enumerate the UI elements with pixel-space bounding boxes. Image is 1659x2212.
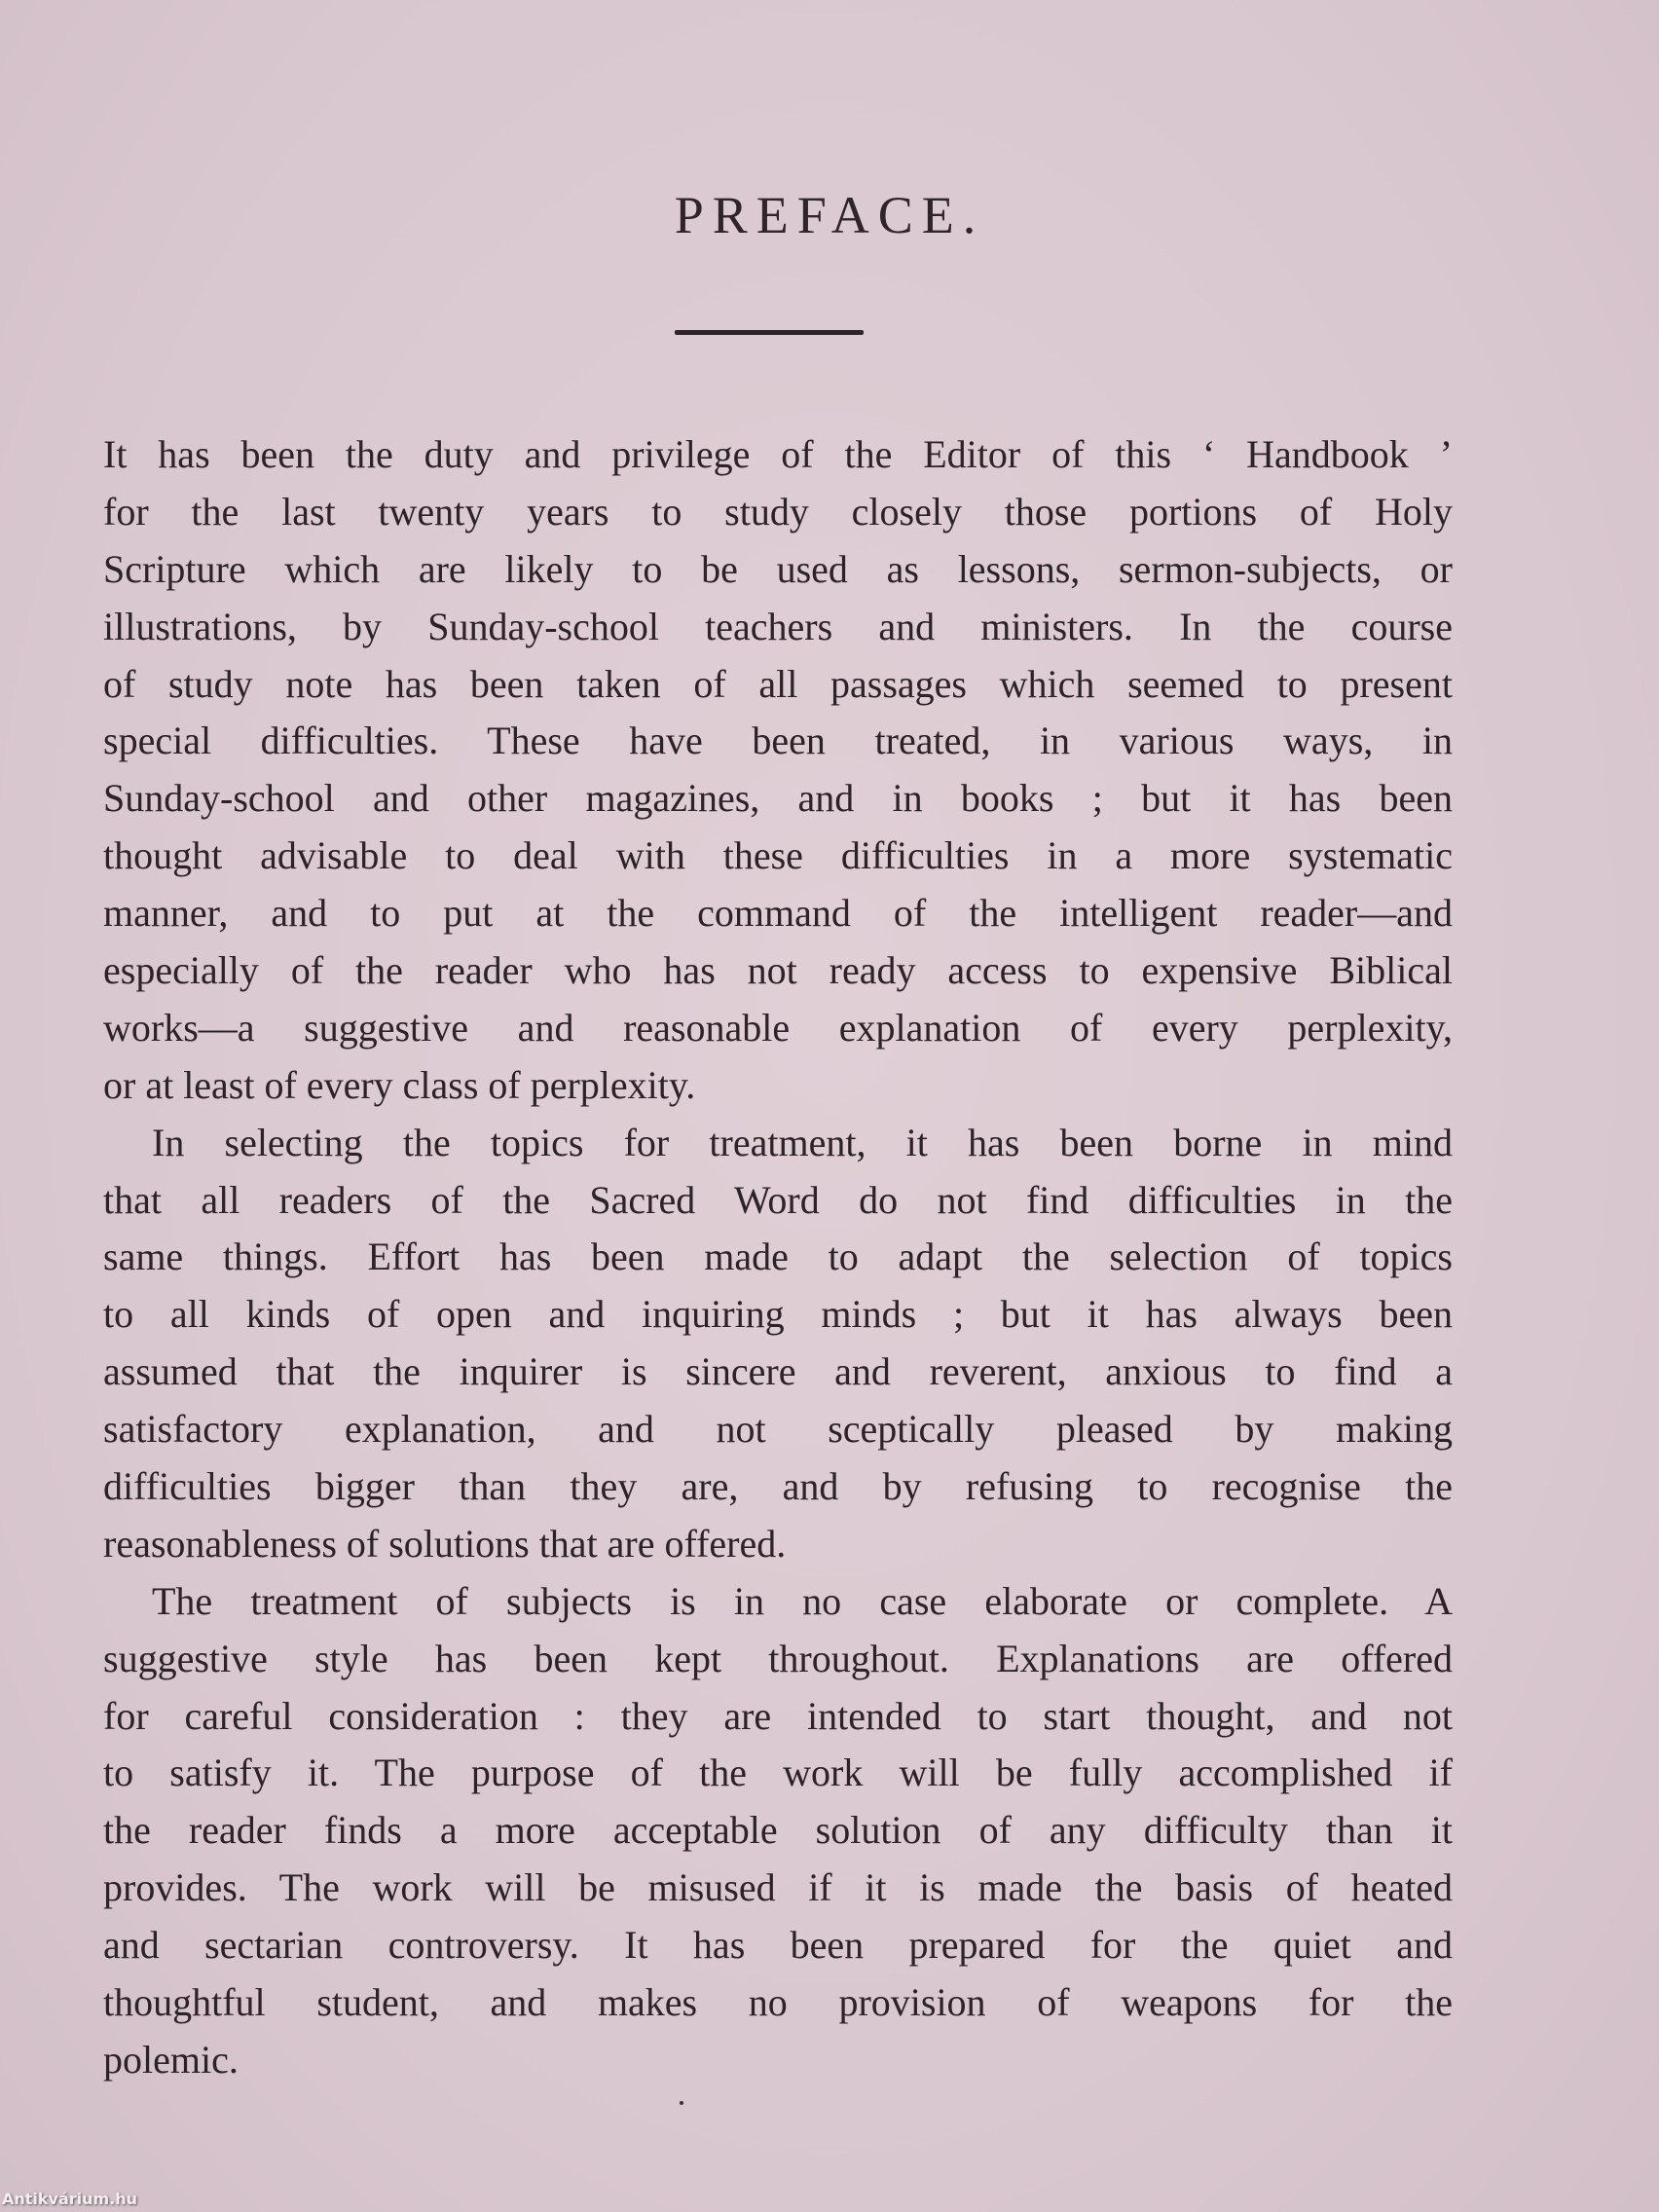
text-line: provides. The work will be misused if it is made the basis of heated bbox=[103, 1865, 1453, 1910]
text-line: for careful consideration : they are intended to start thought, and not bbox=[103, 1693, 1453, 1738]
text-line: thought advisable to deal with these difficulties in a more systematic bbox=[103, 833, 1453, 878]
text-line: assumed that the inquirer is sincere and reverent, anxious to find a bbox=[103, 1349, 1453, 1394]
text-line: Sunday-school and other magazines, and in books ; but it has been bbox=[103, 776, 1453, 821]
text-line: and sectarian controversy. It has been prepared for the quiet and bbox=[103, 1923, 1453, 1968]
text-line: suggestive style has been kept throughout. Explanations are offered bbox=[103, 1636, 1453, 1680]
preface-body bbox=[103, 426, 1453, 2089]
text-line: thoughtful student, and makes no provision of weapons for the bbox=[103, 1980, 1453, 2025]
text-line: for the last twenty years to study closely those portions of Holy bbox=[103, 489, 1453, 534]
text-line: to all kinds of open and inquiring minds ; but it has always been bbox=[103, 1292, 1453, 1337]
text-line: The treatment of subjects is in no case elaborate or complete. A bbox=[152, 1578, 1453, 1623]
text-line: especially of the reader who has not ready access to expensive Biblical bbox=[103, 948, 1453, 993]
text-line: In selecting the topics for treatment, it has been borne in mind bbox=[152, 1120, 1453, 1164]
text-line: or at least of every class of perplexity. bbox=[103, 1062, 696, 1107]
title-rule-divider bbox=[675, 330, 864, 335]
text-line: works—a suggestive and reasonable explanation of every perplexity, bbox=[103, 1005, 1453, 1050]
text-line: of study note has been taken of all passages which seemed to present bbox=[103, 661, 1453, 706]
text-line: to satisfy it. The purpose of the work will be fully accomplished if bbox=[103, 1751, 1453, 1795]
text-line: that all readers of the Sacred Word do not find difficulties in the bbox=[103, 1177, 1453, 1222]
ink-speck bbox=[680, 2101, 683, 2105]
text-line: manner, and to put at the command of the intelligent reader—and bbox=[103, 891, 1453, 936]
text-line: polemic. bbox=[103, 2037, 239, 2082]
text-line: special difficulties. These have been treated, in various ways, in bbox=[103, 719, 1453, 763]
text-line: same things. Effort has been made to adapt the selection of topics bbox=[103, 1235, 1453, 1279]
page-title: PREFACE. bbox=[674, 186, 985, 244]
text-line: reasonableness of solutions that are offered. bbox=[103, 1521, 787, 1566]
text-line: It has been the duty and privilege of the Editor of this ‘ Handbook ’ bbox=[103, 432, 1453, 476]
text-line: satisfactory explanation, and not sceptically pleased by making bbox=[103, 1407, 1453, 1452]
text-line: the reader finds a more acceptable solution of any difficulty than it bbox=[103, 1808, 1453, 1853]
text-line: illustrations, by Sunday-school teachers and ministers. In the course bbox=[103, 604, 1453, 648]
text-line: Scripture which are likely to be used as lessons, sermon-subjects, or bbox=[103, 546, 1453, 591]
watermark-logo: Antikvárium.hu bbox=[2, 2190, 138, 2208]
text-line: difficulties bigger than they are, and by refusing to recognise the bbox=[103, 1464, 1453, 1509]
